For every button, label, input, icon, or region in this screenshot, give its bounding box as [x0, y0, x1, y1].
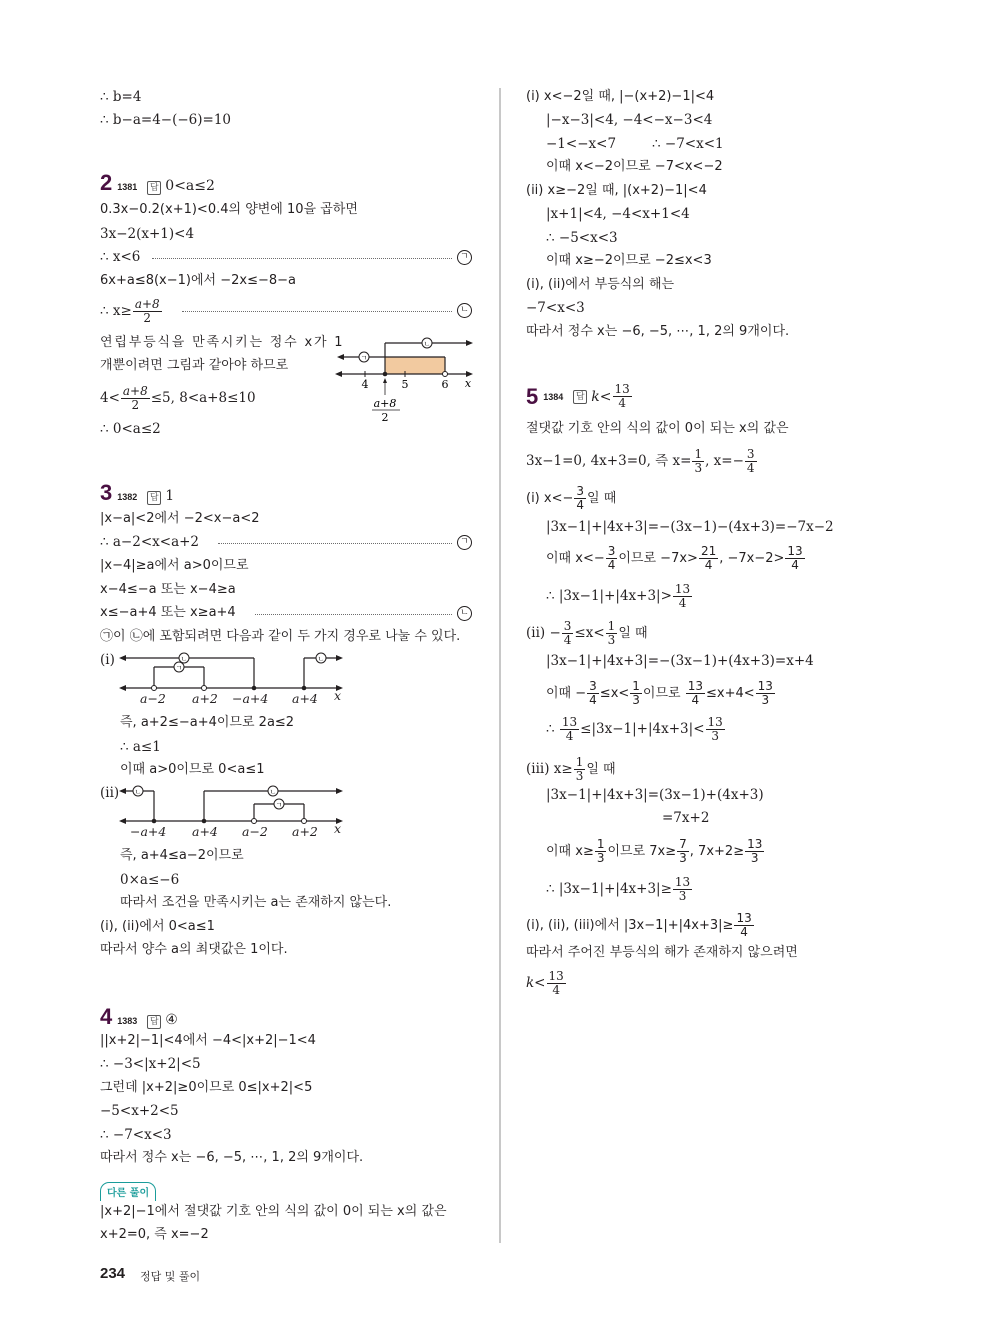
q4-cont-line: (ii) x≥−2일 때, |(x+2)−1|<4	[526, 183, 707, 198]
svg-text:ㄱ: ㄱ	[360, 354, 368, 362]
q5-line: 이때 − $\frac{3}{4}$ ≤x< $\frac{1}{3}$ 이므로 $\frac{13}{4}$ ≤x+4< $\frac{13}{3}$	[546, 679, 773, 707]
q5-line: 이때 x≥ $\frac{1}{3}$ 이므로 7x≥ $\frac{7}{3}$ , 7x+2≥ $\frac{13}{3}$	[546, 837, 763, 865]
alternative-solution-badge: 다른 풀이	[100, 1182, 156, 1201]
q5-line: ∴ $\frac{13}{4}$ ≤|3x−1|+|4x+3|< $\frac{13}{3}$	[546, 715, 723, 743]
tick-label: a+4	[192, 824, 218, 839]
axis-label: x	[334, 688, 342, 703]
tick-label: −a+4	[232, 691, 269, 706]
answer-badge-icon: 답	[147, 1015, 161, 1029]
q5-line: 이때 x<− $\frac{3}{4}$ 이므로 −7x> $\frac{21}{4}$ , −7x−2> $\frac{13}{4}$	[546, 544, 803, 572]
q5-line: |3x−1|+|4x+3|=(3x−1)+(4x+3)	[546, 787, 764, 803]
answer-value: 0<a≤2	[165, 178, 215, 194]
q5-line: =7x+2	[662, 810, 710, 826]
q3-line: ∴ a−2<x<a+2	[100, 534, 200, 550]
dotted-leader	[255, 614, 452, 615]
answer-badge-icon: 답	[147, 491, 161, 505]
svg-text:ㄴ: ㄴ	[423, 340, 431, 348]
q4-cont-line: 이때 x≥−2이므로 −2≤x<3	[546, 253, 712, 268]
marker-giyeok-icon: ㄱ	[457, 535, 472, 550]
tick-label: a+4	[292, 691, 318, 706]
q5-case1-head: (i) x<− $\frac{3}{4}$ 일 때	[526, 484, 617, 512]
q5-line: 절댓값 기호 안의 식의 값이 0이 되는 x의 값은	[526, 421, 789, 436]
case2-line: 0×a≤−6	[120, 872, 180, 888]
q5-conclusion: 따라서 주어진 부등식의 해가 존재하지 않으려면	[526, 945, 798, 960]
q4-cont-line: (i), (ii)에서 부등식의 해는	[526, 277, 675, 292]
page-number: 234	[100, 1265, 126, 1282]
answer-value: ④	[165, 1012, 178, 1028]
svg-text:ㄴ: ㄴ	[134, 788, 142, 796]
question-5-header: 5 1384 답 k< $\frac{13}{4}$	[526, 382, 630, 410]
answer-value: 1	[165, 488, 175, 504]
tick-label: a−2	[242, 824, 268, 839]
question-id: 1382	[117, 492, 138, 502]
svg-text:4: 4	[361, 378, 369, 391]
q5-case2-head: (ii) − $\frac{3}{4}$ ≤x< $\frac{1}{3}$ 일 때	[526, 619, 648, 647]
q3-line: x−4≤−a 또는 x−4≥a	[100, 582, 236, 597]
q5-line: 3x−1=0, 4x+3=0, 즉 x= $\frac{1}{3}$ , x=− $\frac{3}{4}$	[526, 447, 755, 475]
dotted-leader	[218, 543, 452, 544]
q4-line: 따라서 정수 x는 −6, −5, ⋯, 1, 2의 9개이다.	[100, 1150, 364, 1165]
q4-line: ||x+2|−1|<4에서 −4<|x+2|−1<4	[100, 1033, 316, 1048]
question-number: 4	[100, 1004, 113, 1029]
q4-alt-line: x+2=0, 즉 x=−2	[100, 1227, 209, 1242]
section-label: 정답 및 풀이	[140, 1270, 201, 1283]
q5-line: ∴ |3x−1|+|4x+3|≥ $\frac{13}{3}$	[546, 875, 691, 903]
svg-text:a+8: a+8	[373, 397, 397, 410]
q2-line: 0.3x−0.2(x+1)<0.4의 양변에 10을 곱하면	[100, 202, 358, 217]
q3-line: ㉠이 ㉡에 포함되려면 다음과 같이 두 가지 경우로 나눌 수 있다.	[100, 629, 461, 644]
question-4-header	[100, 1004, 178, 1030]
svg-text:ㄴ: ㄴ	[317, 655, 325, 663]
q5-line: |3x−1|+|4x+3|=−(3x−1)−(4x+3)=−7x−2	[546, 519, 834, 535]
q4-cont-line: 따라서 정수 x는 −6, −5, ⋯, 1, 2의 9개이다.	[526, 324, 790, 339]
q4-cont-line: −1<−x<7	[546, 136, 617, 152]
case1-line: 즉, a+2≤−a+4이므로 2a≤2	[120, 715, 295, 730]
q4-line: 그런데 |x+2|≥0이므로 0≤|x+2|<5	[100, 1080, 313, 1095]
q4-cont-line: (i) x<−2일 때, |−(x+2)−1|<4	[526, 89, 715, 104]
prev-line-2: ∴ b−a=4−(−6)=10	[100, 112, 232, 128]
question-number: 2	[100, 170, 113, 195]
column-divider	[499, 88, 501, 1243]
case-label: (ii)	[100, 785, 120, 801]
question-3-header	[100, 480, 174, 506]
answer-badge-icon: 답	[147, 181, 161, 195]
q4-cont-line: |x+1|<4, −4<x+1<4	[546, 206, 690, 222]
axis-label: x	[334, 821, 342, 836]
q4-line: ∴ −3<|x+2|<5	[100, 1056, 201, 1072]
q3-line: |x−4|≥a에서 a>0이므로	[100, 558, 249, 573]
q4-cont-line: −7<x<3	[526, 300, 585, 316]
question-id: 1384	[543, 391, 564, 402]
dotted-leader	[182, 311, 452, 312]
q5-line: |3x−1|+|4x+3|=−(3x−1)+(4x+3)=x+4	[546, 653, 814, 669]
q3-line: x≤−a+4 또는 x≥a+4	[100, 605, 236, 620]
tick-label: a−2	[140, 691, 166, 706]
svg-text:2: 2	[381, 411, 389, 424]
q5-conclusion: k< $\frac{13}{4}$	[526, 969, 564, 997]
case1-line: ∴ a≤1	[120, 739, 161, 755]
q2-line: ∴ x≥ $\frac{a+8}{2}$	[100, 297, 160, 325]
svg-text:ㄱ: ㄱ	[175, 664, 183, 672]
q2-line: ∴ x<6	[100, 249, 141, 265]
marker-nieun-icon: ㄴ	[457, 606, 472, 621]
q4-alt-line: |x+2|−1에서 절댓값 기호 안의 식의 값이 0이 되는 x의 값은	[100, 1204, 447, 1219]
q5-case3-head: (iii) x≥ $\frac{1}{3}$ 일 때	[526, 755, 616, 783]
tick-label: a+2	[192, 691, 218, 706]
marker-nieun-icon: ㄴ	[457, 303, 472, 318]
marker-giyeok-icon: ㄱ	[457, 250, 472, 265]
case2-line: 따라서 조건을 만족시키는 a는 존재하지 않는다.	[120, 895, 392, 910]
q4-cont-line: |−x−3|<4, −4<−x−3<4	[546, 112, 713, 128]
question-id: 1383	[117, 1016, 138, 1026]
q2-line: 3x−2(x+1)<4	[100, 226, 195, 242]
q2-line: 4< $\frac{a+8}{2}$ ≤5, 8<a+8≤10	[100, 384, 256, 412]
case1-line: 이때 a>0이므로 0<a≤1	[120, 762, 265, 777]
answer-badge-icon: 답	[573, 390, 587, 404]
question-2-header	[100, 170, 215, 196]
answer-value: k<	[591, 388, 612, 405]
svg-text:ㄴ: ㄴ	[269, 788, 277, 796]
svg-text:5: 5	[401, 378, 409, 391]
q2-line: 연립부등식을 만족시키는 정수 x가 1	[100, 335, 345, 350]
question-number: 3	[100, 480, 113, 505]
number-line-diagram-q2	[330, 330, 480, 425]
tick-label: a+2	[292, 824, 318, 839]
q4-cont-line: ∴ −5<x<3	[546, 230, 618, 246]
case-label: (i)	[100, 652, 115, 668]
svg-text:6: 6	[441, 378, 449, 391]
q5-conclusion: (i), (ii), (iii)에서 |3x−1|+|4x+3|≥ $\frac{13}{4}$	[526, 911, 752, 939]
prev-line-1: ∴ b=4	[100, 89, 142, 105]
case2-line: 즉, a+4≤a−2이므로	[120, 848, 244, 863]
question-id: 1381	[117, 182, 138, 192]
q2-line: ∴ 0<a≤2	[100, 421, 161, 437]
tick-label: −a+4	[130, 824, 167, 839]
svg-text:ㄴ: ㄴ	[180, 655, 188, 663]
dotted-leader	[152, 258, 452, 259]
q5-line: ∴ |3x−1|+|4x+3|> $\frac{13}{4}$	[546, 582, 691, 610]
q2-line: 6x+a≤8(x−1)에서 −2x≤−8−a	[100, 273, 297, 288]
q3-conclusion: 따라서 양수 a의 최댓값은 1이다.	[100, 942, 288, 957]
q4-line: −5<x+2<5	[100, 1103, 179, 1119]
q4-cont-line: ∴ −7<x<1	[652, 136, 724, 152]
svg-text:x: x	[464, 377, 472, 390]
q3-line: |x−a|<2에서 −2<x−a<2	[100, 511, 260, 526]
svg-text:ㄱ: ㄱ	[275, 801, 283, 809]
q2-line: 개뿐이려면 그림과 같아야 하므로	[100, 358, 289, 373]
fraction: $\frac{a+8}{2}$	[134, 297, 160, 325]
q4-line: ∴ −7<x<3	[100, 1127, 172, 1143]
q3-conclusion: (i), (ii)에서 0<a≤1	[100, 919, 215, 934]
question-number: 5	[526, 383, 539, 409]
q4-cont-line: 이때 x<−2이므로 −7<x<−2	[546, 159, 723, 174]
